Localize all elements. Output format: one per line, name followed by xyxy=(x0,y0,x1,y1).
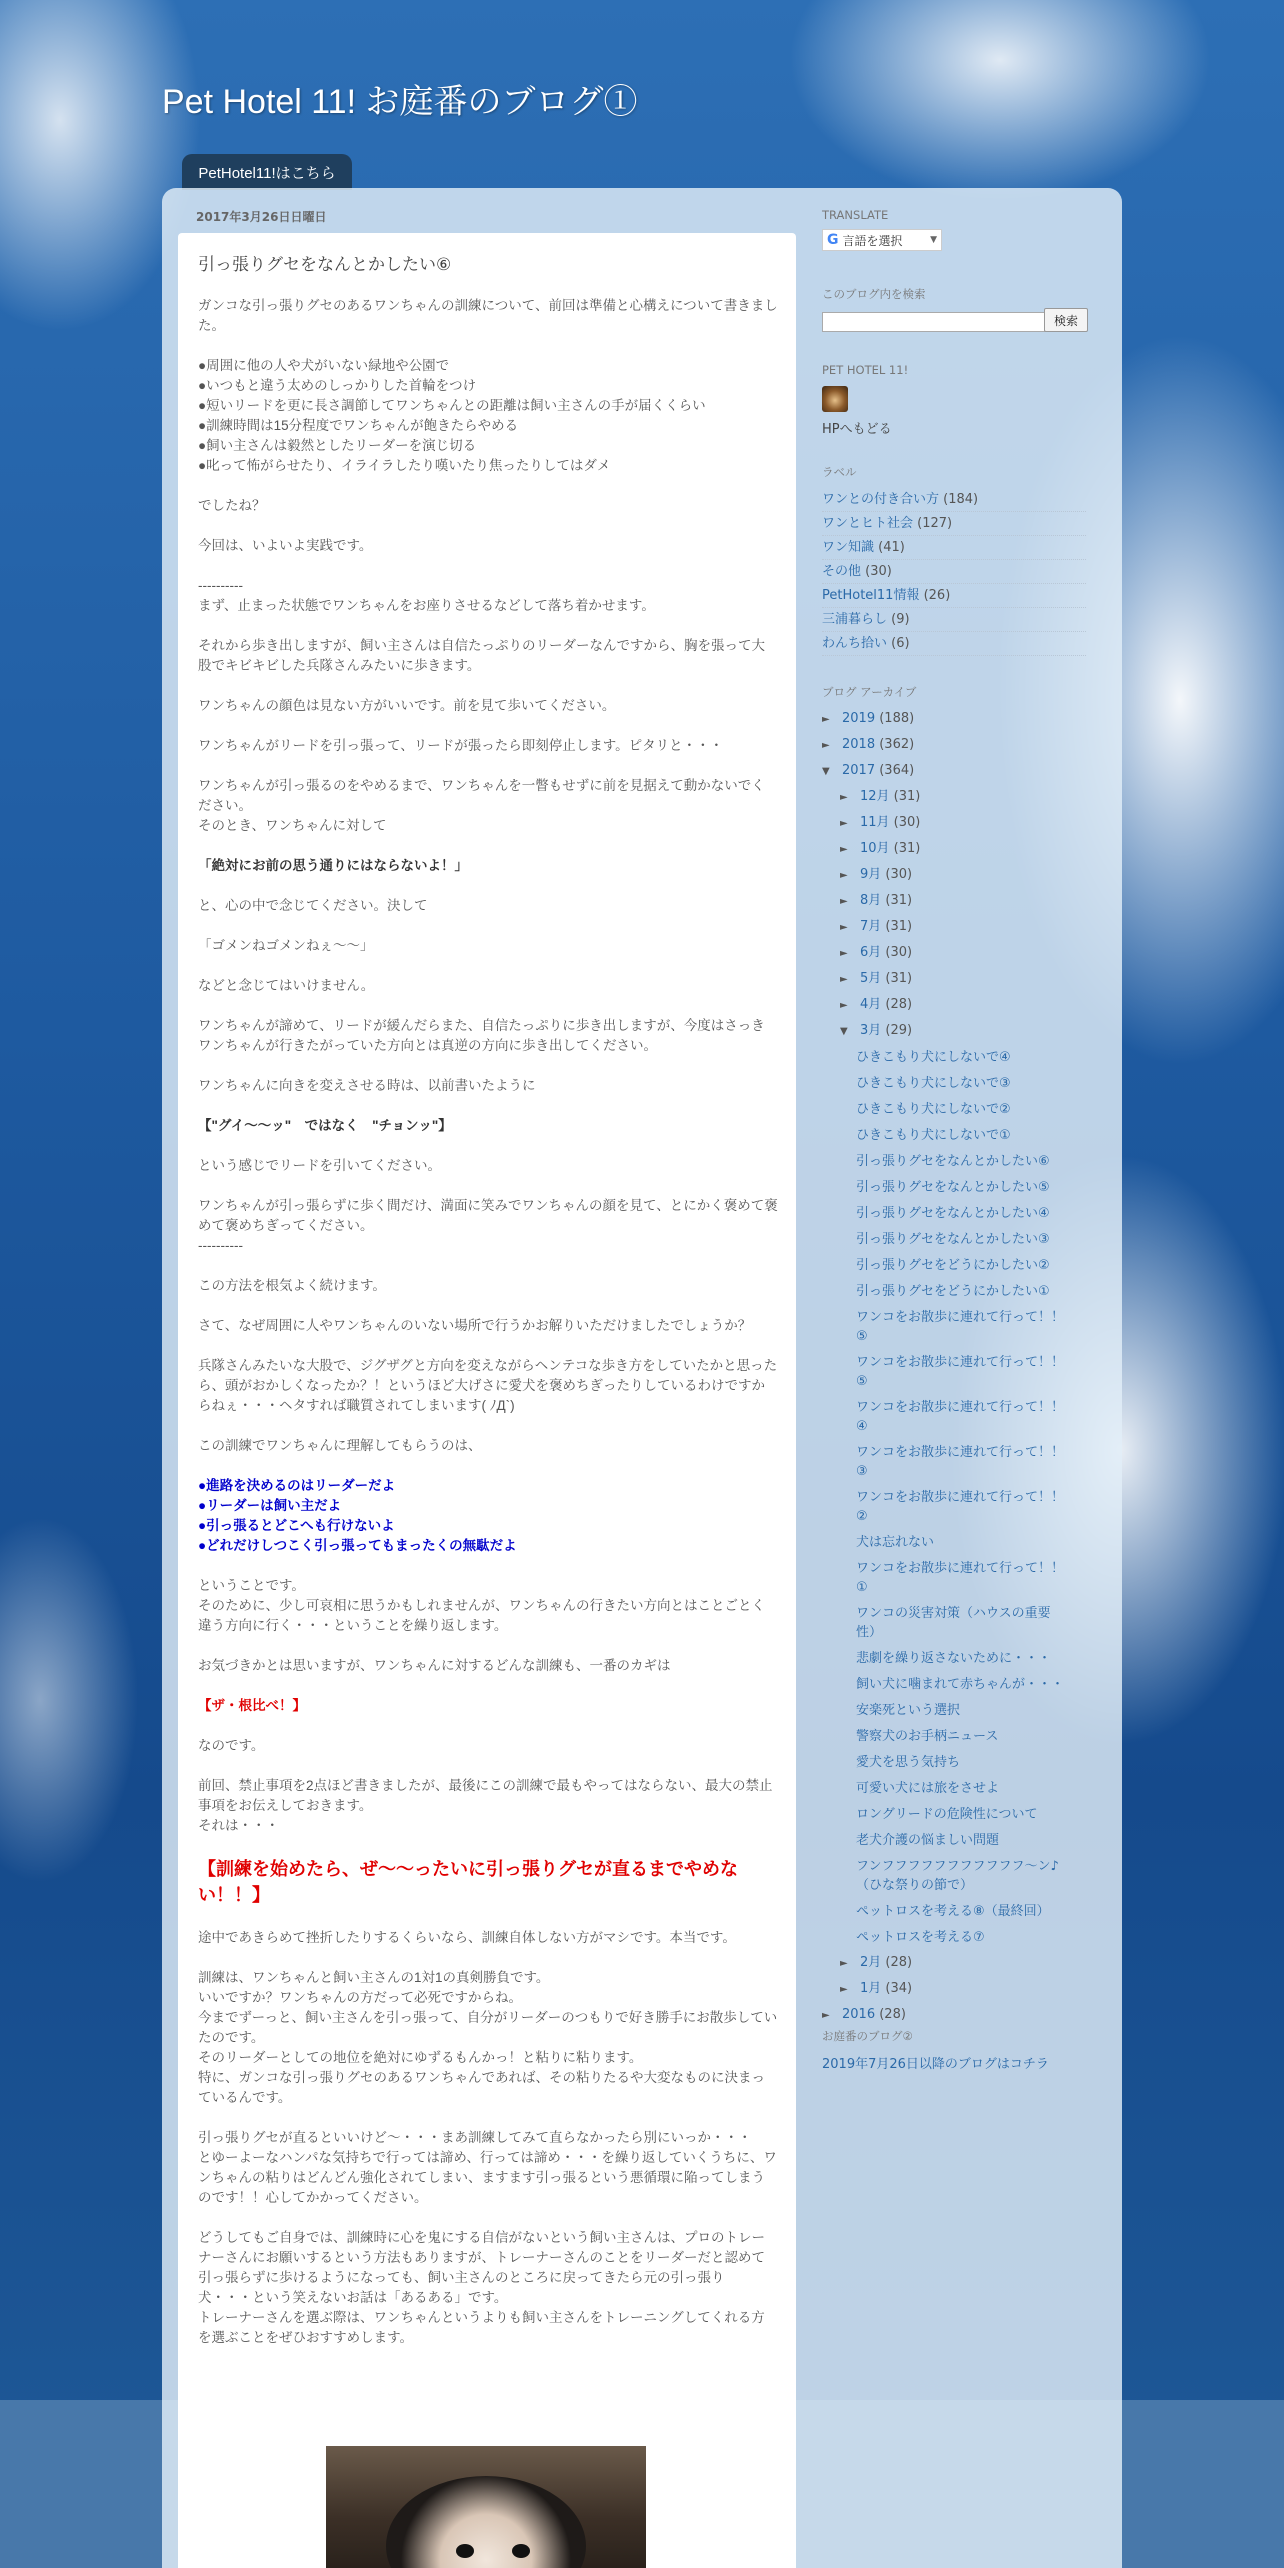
triangle-right-icon[interactable]: ► xyxy=(840,818,848,829)
paragraph-gap xyxy=(198,1836,778,1856)
archive-post-link[interactable]: ワンコをお散歩に連れて行って！！② xyxy=(856,1490,1065,1524)
label-link[interactable]: ワン知識 xyxy=(822,540,875,555)
label-item[interactable] xyxy=(822,488,1086,512)
archive-count: (31) xyxy=(881,893,913,908)
triangle-right-icon[interactable]: ► xyxy=(840,896,848,907)
archive-post-link[interactable]: 引っ張りグセをなんとかしたい③ xyxy=(856,1232,1050,1247)
archive-link[interactable]: 2016 xyxy=(842,2007,876,2022)
post-paragraph: ワンちゃんがリードを引っ張って、リードが張ったら即刻停止します。ピタリと・・・ xyxy=(198,738,724,753)
paragraph-gap xyxy=(198,556,778,576)
post-paragraph: それは・・・ xyxy=(198,1818,279,1833)
paragraph-gap xyxy=(198,956,778,976)
post-paragraph: ワンちゃんが引っ張らずに歩く間だけ、満面に笑みでワンちゃんの顔を見て、とにかく褒めて褒めて褒めちぎってください。 xyxy=(198,1198,778,1233)
label-link[interactable]: ワンとの付き合い方 xyxy=(822,492,940,507)
archive-count: (34) xyxy=(881,1981,913,1996)
post-paragraph: ---------- xyxy=(198,1238,243,1253)
chevron-down-icon: ▼ xyxy=(930,235,937,245)
archive-count: (28) xyxy=(881,1955,913,1970)
label-count: (41) xyxy=(874,540,905,555)
archive-link[interactable]: 2019 xyxy=(842,711,876,726)
archive-count: (31) xyxy=(889,789,921,804)
post-paragraph: トレーナーさんを選ぶ際は、ワンちゃんというよりも飼い主さんをトレーニングしてくれる方を選ぶことをぜひおすすめします。 xyxy=(198,2310,765,2345)
paragraph-gap xyxy=(198,1256,778,1276)
archive-link[interactable]: 5月 xyxy=(860,971,882,986)
archive-count: (30) xyxy=(889,815,921,830)
paragraph-gap xyxy=(198,1336,778,1356)
post-paragraph: さて、なぜ周囲に人やワンちゃんのいない場所で行うかお解りいただけましたでしょうか？ xyxy=(198,1318,752,1333)
post-paragraph: どうしてもご自身では、訓練時に心を鬼にする自信がないという飼い主さんは、プロのトレーナーさんにお願いするという方法もありますが、トレーナーさんのことをリーダーだと認めて引っ張らずに歩けるようになっても、飼い主さんのところに戻ってきたら元の引っ張り犬・・・という笑えないお話は「あるある」です。 xyxy=(198,2230,765,2305)
archive-link[interactable]: 8月 xyxy=(860,893,882,908)
paragraph-gap xyxy=(198,1716,778,1736)
google-g-icon: G xyxy=(827,232,839,248)
paragraph-gap xyxy=(198,1908,778,1928)
paragraph-gap xyxy=(198,1176,778,1196)
archive-link[interactable]: 11月 xyxy=(860,815,890,830)
archive-count: (30) xyxy=(881,867,913,882)
label-item[interactable] xyxy=(822,632,1086,656)
archive-post-link[interactable]: 老犬介護の悩ましい問題 xyxy=(856,1833,1000,1848)
dog-eye xyxy=(512,2544,530,2558)
post-paragraph: 兵隊さんみたいな大股で、ジグザグと方向を変えながらヘンテコな歩き方をしていたかと思ったら、頭がおかしくなったか？！というほど大げさに愛犬を褒めちぎったりしているわけですからねぇ・・・ヘタすれば職質されてしまいます( ﾉД`) xyxy=(198,1358,778,1413)
archive-count: (364) xyxy=(875,763,915,778)
blog-archive xyxy=(822,706,1086,2028)
language-select[interactable] xyxy=(822,229,942,251)
archive-post-link[interactable]: 悲劇を繰り返さないために・・・ xyxy=(856,1651,1052,1666)
label-count: (184) xyxy=(939,492,979,507)
post-paragraph: ●引っ張るとどこへも行けないよ xyxy=(198,1518,395,1533)
archive-post-link[interactable]: 安楽死という選択 xyxy=(856,1703,961,1718)
archive-row xyxy=(822,810,1086,836)
post-paragraph: 「ゴメンねゴメンねぇ～～」 xyxy=(198,938,374,953)
label-item[interactable] xyxy=(822,536,1086,560)
post-paragraph: ●どれだけしつこく引っ張ってもまったくの無駄だよ xyxy=(198,1538,517,1553)
label-link[interactable]: その他 xyxy=(822,564,862,579)
archive-count: (30) xyxy=(881,945,913,960)
post-date: 2017年3月26日日曜日 xyxy=(196,210,327,224)
post-paragraph: ワンちゃんに向きを変えさせる時は、以前書いたように xyxy=(198,1078,536,1093)
post-paragraph: それから歩き出しますが、飼い主さんは自信たっぷりのリーダーなんですから、胸を張って大股でキビキビした兵隊さんみたいに歩きます。 xyxy=(198,638,765,673)
archive-count: (31) xyxy=(889,841,921,856)
archive-row xyxy=(822,862,1086,888)
post-paragraph: 【訓練を始めたら、ぜ～～ったいに引っ張りグセが直るまでやめない！！】 xyxy=(198,1859,738,1905)
profile-avatar[interactable] xyxy=(822,386,848,412)
triangle-right-icon[interactable]: ► xyxy=(840,844,848,855)
post-paragraph: なのです。 xyxy=(198,1738,265,1753)
archive-link[interactable]: 2018 xyxy=(842,737,876,752)
archive-link[interactable]: 2017 xyxy=(842,763,876,778)
post-paragraph: ●リーダーは飼い主だよ xyxy=(198,1498,342,1513)
post-photo-dog xyxy=(326,2446,646,2568)
hp-back-link[interactable]: HPへもどる xyxy=(822,422,892,437)
post-paragraph: 「絶対にお前の思う通りにはならないよ！」 xyxy=(198,858,468,873)
archive-link[interactable]: 10月 xyxy=(860,841,890,856)
post-paragraph: そのために、少し可哀相に思うかもしれませんが、ワンちゃんの行きたい方向とはことごとく違う方向に行く・・・ということを繰り返します。 xyxy=(198,1598,765,1633)
paragraph-gap xyxy=(198,1416,778,1436)
triangle-right-icon[interactable]: ► xyxy=(822,714,830,725)
blog-title[interactable]: Pet Hotel 11! お庭番のブログ① xyxy=(162,83,638,121)
label-link[interactable]: わんち拾い xyxy=(822,636,888,651)
post-paragraph: そのリーダーとしての地位を絶対にゆずるもんかっ！と粘りに粘ります。 xyxy=(198,2050,643,2065)
archive-row xyxy=(822,1018,1086,1044)
post-paragraph: ●訓練時間は15分程度でワンちゃんが飽きたらやめる xyxy=(198,418,519,433)
archive-row xyxy=(822,914,1086,940)
post-paragraph: ●叱って怖がらせたり、イライラしたり嘆いたり焦ったりしてはダメ xyxy=(198,458,611,473)
post-paragraph: この訓練でワンちゃんに理解してもらうのは、 xyxy=(198,1438,482,1453)
archive-count: (29) xyxy=(881,1023,913,1038)
archive-post-link[interactable]: ひきこもり犬にしないで① xyxy=(856,1128,1011,1143)
post-paragraph: などと念じてはいけません。 xyxy=(198,978,375,993)
post-paragraph: ---------- xyxy=(198,578,243,593)
archive-post-link[interactable]: ワンコをお散歩に連れて行って！！① xyxy=(856,1561,1065,1595)
post-paragraph: ●周囲に他の人や犬がいない緑地や公園で xyxy=(198,358,450,373)
triangle-right-icon[interactable]: ► xyxy=(822,2010,830,2021)
post-paragraph: 今までずーっと、飼い主さんを引っ張って、自分がリーダーのつもりで好き勝手にお散歩していたのです。 xyxy=(198,2010,778,2045)
search-heading: このブログ内を検索 xyxy=(822,287,926,301)
triangle-right-icon[interactable]: ► xyxy=(822,740,830,751)
label-count: (30) xyxy=(861,564,892,579)
post-paragraph: 【ザ・根比べ！】 xyxy=(198,1698,306,1713)
paragraph-gap xyxy=(198,1056,778,1076)
archive-post-link[interactable]: ワンコをお散歩に連れて行って！！⑤ xyxy=(856,1355,1065,1389)
paragraph-gap xyxy=(198,836,778,856)
archive-link[interactable]: 1月 xyxy=(860,1981,882,1996)
paragraph-gap xyxy=(198,616,778,636)
label-count: (127) xyxy=(913,516,953,531)
archive-heading: ブログ アーカイブ xyxy=(822,685,917,699)
archive-link[interactable]: 9月 xyxy=(860,867,882,882)
archive-link[interactable]: 3月 xyxy=(860,1023,882,1038)
paragraph-gap xyxy=(198,996,778,1016)
archive-post-link[interactable]: ひきこもり犬にしないで④ xyxy=(856,1050,1011,1065)
label-item[interactable] xyxy=(822,560,1086,584)
archive-post-link[interactable]: 犬は忘れない xyxy=(856,1535,935,1550)
archive-link[interactable]: 6月 xyxy=(860,945,882,960)
triangle-right-icon[interactable]: ► xyxy=(840,974,848,985)
label-list xyxy=(822,488,1086,656)
post-paragraph: という感じでリードを引いてください。 xyxy=(198,1158,441,1173)
archive-post-link[interactable]: 引っ張りグセをどうにかしたい① xyxy=(856,1284,1050,1299)
paragraph-gap xyxy=(198,1296,778,1316)
paragraph-gap xyxy=(198,1096,778,1116)
label-count: (6) xyxy=(887,636,910,651)
archive-post-link[interactable]: 引っ張りグセをどうにかしたい② xyxy=(856,1258,1050,1273)
archive-post-link[interactable]: 引っ張りグセをなんとかしたい⑤ xyxy=(856,1180,1050,1195)
nav-tab-pethotel[interactable]: PetHotel11!はこちら xyxy=(182,154,352,190)
archive-row xyxy=(822,888,1086,914)
post-paragraph: 【"グイ～～ッ" ではなく "チョンッ"】 xyxy=(198,1118,452,1133)
post-body xyxy=(198,296,778,2348)
post-paragraph: 途中であきらめて挫折したりするくらいなら、訓練自体しない方がマシです。本当です。 xyxy=(198,1930,736,1945)
label-count: (9) xyxy=(887,612,910,627)
dog-face xyxy=(386,2476,586,2568)
paragraph-gap xyxy=(198,2208,778,2228)
archive-post-link[interactable]: ひきこもり犬にしないで③ xyxy=(856,1076,1011,1091)
archive-row xyxy=(822,732,1086,758)
post-paragraph: そのとき、ワンちゃんに対して xyxy=(198,818,387,833)
archive-count: (31) xyxy=(881,919,913,934)
triangle-right-icon[interactable]: ► xyxy=(840,1000,848,1011)
archive-row xyxy=(822,2002,1086,2028)
archive-count: (362) xyxy=(875,737,915,752)
paragraph-gap xyxy=(198,916,778,936)
labels-heading: ラベル xyxy=(822,465,857,479)
archive-row xyxy=(822,1976,1086,2002)
post-paragraph: ガンコな引っ張りグセのあるワンちゃんの訓練について、前回は準備と心構えについて書きました。 xyxy=(198,298,778,333)
archive-post-link[interactable]: 警察犬のお手柄ニュース xyxy=(856,1729,999,1744)
archive-count: (31) xyxy=(881,971,913,986)
archive-row xyxy=(822,966,1086,992)
post-paragraph: ●進路を決めるのはリーダーだよ xyxy=(198,1478,396,1493)
post-paragraph: 訓練は、ワンちゃんと飼い主さんの1対1の真剣勝負です。 xyxy=(198,1970,550,1985)
archive-post-link[interactable]: 引っ張りグセをなんとかしたい⑥ xyxy=(856,1154,1050,1169)
archive-link[interactable]: 7月 xyxy=(860,919,882,934)
archive-post-link[interactable]: ワンコの災害対策（ハウスの重要性） xyxy=(856,1606,1051,1640)
post-paragraph: と、心の中で念じてください。決して xyxy=(198,898,428,913)
paragraph-gap xyxy=(198,476,778,496)
post-paragraph: ●短いリードを更に長さ調節してワンちゃんとの距離は飼い主さんの手が届くくらい xyxy=(198,398,706,413)
post-paragraph: ということです。 xyxy=(198,1578,305,1593)
archive-post-link[interactable]: 愛犬を思う気持ち xyxy=(856,1755,961,1770)
triangle-right-icon[interactable]: ► xyxy=(840,948,848,959)
paragraph-gap xyxy=(198,1636,778,1656)
triangle-right-icon[interactable]: ► xyxy=(840,870,848,881)
paragraph-gap xyxy=(198,716,778,736)
archive-row xyxy=(822,706,1086,732)
post-paragraph: でしたね？ xyxy=(198,498,266,513)
triangle-right-icon[interactable]: ► xyxy=(840,1984,848,1995)
paragraph-gap xyxy=(198,1756,778,1776)
profile-heading: PET HOTEL 11! xyxy=(822,363,909,377)
archive-row xyxy=(822,784,1086,810)
archive-row xyxy=(822,758,1086,784)
triangle-down-icon[interactable]: ▼ xyxy=(840,1026,848,1037)
post-paragraph: この方法を根気よく続けます。 xyxy=(198,1278,386,1293)
post-paragraph: ●いつもと違う太めのしっかりした首輪をつけ xyxy=(198,378,477,393)
post-paragraph: 今回は、いよいよ実践です。 xyxy=(198,538,373,553)
archive-post-link[interactable]: フンフフフフフフフフフフフ～ン♪（ひな祭りの節で） xyxy=(856,1859,1059,1893)
archive-row xyxy=(822,992,1086,1018)
dog-eye xyxy=(456,2544,474,2558)
triangle-right-icon[interactable]: ► xyxy=(840,1958,848,1969)
archive-link[interactable]: 12月 xyxy=(860,789,890,804)
search-button[interactable]: 検索 xyxy=(1044,308,1088,332)
label-item[interactable] xyxy=(822,584,1086,608)
archive-row xyxy=(822,836,1086,862)
label-item[interactable] xyxy=(822,512,1086,536)
blog2-link[interactable]: 2019年7月26日以降のブログはコチラ xyxy=(822,2057,1049,2072)
archive-post-link[interactable]: ロングリードの危険性について xyxy=(856,1807,1038,1822)
archive-post-link[interactable]: ワンコをお散歩に連れて行って！！④ xyxy=(856,1400,1065,1434)
archive-link[interactable]: 2月 xyxy=(860,1955,882,1970)
post-paragraph: 特に、ガンコな引っ張りグセのあるワンちゃんであれば、その粘りたるや大変なものに決まっているんです。 xyxy=(198,2070,765,2105)
label-link[interactable]: PetHotel11情報 xyxy=(822,588,920,603)
blog2-heading: お庭番のブログ② xyxy=(822,2029,913,2043)
post-paragraph: お気づきかとは思いますが、ワンちゃんに対するどんな訓練も、一番のカギは xyxy=(198,1658,671,1673)
language-select-label: 言語を選択 xyxy=(842,233,903,248)
label-link[interactable]: 三浦暮らし xyxy=(822,612,888,627)
post-title: 引っ張りグセをなんとかしたい⑥ xyxy=(198,255,452,275)
archive-row xyxy=(822,1950,1086,1976)
archive-post-link[interactable]: 引っ張りグセをなんとかしたい④ xyxy=(856,1206,1050,1221)
archive-post-link[interactable]: ワンコをお散歩に連れて行って！！③ xyxy=(856,1445,1065,1479)
archive-post-link[interactable]: ひきこもり犬にしないで② xyxy=(856,1102,1011,1117)
post-paragraph: ワンちゃんが引っ張るのをやめるまで、ワンちゃんを一瞥もせずに前を見据えて動かないでください。 xyxy=(198,778,765,813)
translate-heading: TRANSLATE xyxy=(822,208,889,222)
archive-post-link[interactable]: 可愛い犬には旅をさせよ xyxy=(856,1781,1000,1796)
paragraph-gap xyxy=(198,336,778,356)
label-item[interactable] xyxy=(822,608,1086,632)
paragraph-gap xyxy=(198,676,778,696)
paragraph-gap xyxy=(198,1456,778,1476)
post-paragraph: いいですか？ワンちゃんの方だって必死ですからね。 xyxy=(198,1990,522,2005)
archive-count: (188) xyxy=(875,711,915,726)
archive-count: (28) xyxy=(881,997,913,1012)
triangle-right-icon[interactable]: ► xyxy=(840,792,848,803)
archive-link[interactable]: 4月 xyxy=(860,997,882,1012)
search-input[interactable] xyxy=(822,312,1050,332)
label-link[interactable]: ワンとヒト社会 xyxy=(822,516,914,531)
archive-post-link[interactable]: ペットロスを考える⑧（最終回） xyxy=(856,1904,1050,1919)
archive-count: (28) xyxy=(875,2007,906,2022)
triangle-right-icon[interactable]: ► xyxy=(840,922,848,933)
paragraph-gap xyxy=(198,876,778,896)
post-paragraph: ワンちゃんの顔色は見ない方がいいです。前を見て歩いてください。 xyxy=(198,698,616,713)
post-paragraph: 前回、禁止事項を2点ほど書きましたが、最後にこの訓練で最もやってはならない、最大の禁止事項をお伝えしておきます。 xyxy=(198,1778,773,1813)
archive-post-link[interactable]: ワンコをお散歩に連れて行って！！⑤ xyxy=(856,1310,1065,1344)
paragraph-gap xyxy=(198,516,778,536)
paragraph-gap xyxy=(198,1948,778,1968)
post-paragraph: とゆーよーなハンパな気持ちで行っては諦め、行っては諦め・・・を繰り返していくうちに、ワンちゃんの粘りはどんどん強化されてしまい、ますます引っ張るという悪循環に陥ってしまうのです！！心してかかってください。 xyxy=(198,2150,777,2205)
archive-post-link[interactable]: 飼い犬に噛まれて赤ちゃんが・・・ xyxy=(856,1677,1065,1692)
paragraph-gap xyxy=(198,2108,778,2128)
post-paragraph: まず、止まった状態でワンちゃんをお座りさせるなどして落ち着かせます。 xyxy=(198,598,655,613)
paragraph-gap xyxy=(198,1556,778,1576)
archive-row xyxy=(822,940,1086,966)
post-paragraph: ワンちゃんが諦めて、リードが緩んだらまた、自信たっぷりに歩き出しますが、今度はさっきワンちゃんが行きたがっていた方向とは真逆の方向に歩き出してください。 xyxy=(198,1018,765,1053)
archive-post-link[interactable]: ペットロスを考える⑦ xyxy=(856,1930,985,1945)
paragraph-gap xyxy=(198,756,778,776)
triangle-down-icon[interactable]: ▼ xyxy=(822,766,830,777)
post-paragraph: 引っ張りグセが直るといいけど～・・・まあ訓練してみて直らなかったら別にいっか・・・ xyxy=(198,2130,752,2145)
paragraph-gap xyxy=(198,1676,778,1696)
post-paragraph: ●飼い主さんは毅然としたリーダーを演じ切る xyxy=(198,438,477,453)
label-count: (26) xyxy=(919,588,951,603)
paragraph-gap xyxy=(198,1136,778,1156)
